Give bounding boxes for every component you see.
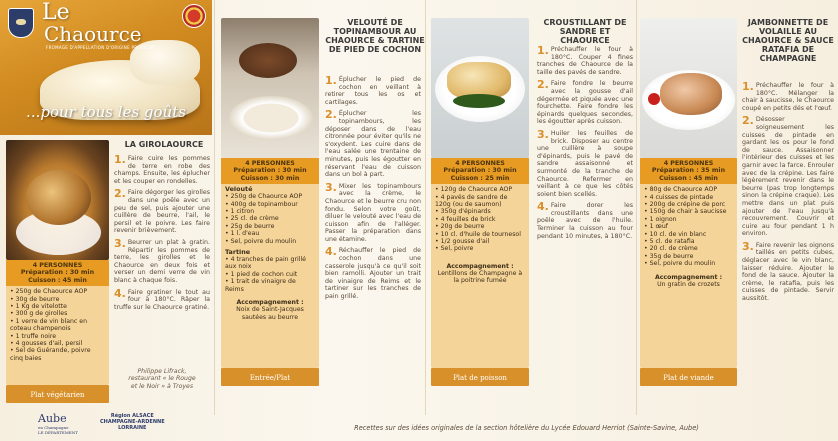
recipe-step: [742, 82, 834, 112]
step-text: Beurrer un plat à gratin. Répartir les pommes de terre, les girolles et le Chaource en deux fois et verser un demi verre de vin blanc à chaque fois.: [114, 238, 210, 284]
ingredient-item: • 250g de Chaource AOP: [225, 193, 303, 201]
recipe-4-steps: [742, 82, 834, 307]
step-number: 3.: [325, 180, 337, 194]
recipe-3-title: CROUSTILLANT DE SANDRE ET CHAOURCE: [543, 18, 627, 45]
ingredient-item: • 4 pavés de sandre de 120g (ou de saumon): [435, 193, 508, 209]
category-label: Entrée/Plat: [249, 374, 291, 382]
ingredient-item: • Sel, poivre du moulin: [644, 260, 716, 268]
ingredient-item: • 20g de beurre: [435, 223, 485, 231]
recipe-1-title: LA GIROLAOURCE: [124, 140, 204, 149]
step-number: 2.: [742, 114, 754, 128]
recipe-2-steps: [325, 76, 421, 305]
step-text: Éplucher les topinambours, les déposer dans de l'eau citronnée pour éviter qu'ils ne s'oxydent. Les cuire dans de l'eau salée une trentaine de minutes, puis les égoutter en réservant l'eau de cuisson dans un bol à part.: [325, 110, 421, 179]
recipe-1-ingredients-box: [6, 260, 109, 385]
ingredient-item: • 1 trait de vinaigre de Reims: [225, 278, 296, 293]
step-text: Faire dégorger les girolles dans une poêle avec un peu de sel, puis ajouter une cuillère de beurre, l'ail, le persil et le poivre. Les faire revenir brièvement.: [114, 189, 210, 235]
recipe-4-ingredients-box: [640, 158, 737, 368]
recipe-1-category-bar: [6, 385, 109, 403]
ingredient-item: • 4 feuilles de brick: [435, 215, 496, 223]
step-number: 4.: [114, 286, 126, 300]
recipe-2-ingredients-box: [221, 158, 319, 368]
ingredients-list: [6, 286, 109, 364]
ingredient-item: • 200g de crépine de porc: [644, 201, 726, 209]
recipe-1-credit: [112, 368, 212, 390]
brand-title-line2: Chaource: [44, 22, 142, 46]
ingredient-item: • 250g de Chaource AOP: [10, 288, 88, 296]
step-text: Faire revenir les oignons taillés en petits cubes, déglacer avec le vin blanc, laisser réduire. Ajouter le fond de la sauce. Ajouter la crème, le ratafia, puis les cuisses de pintade. Servir aussitôt.: [742, 241, 834, 303]
ingredient-item: • 5 cl. de ratafia: [644, 238, 695, 246]
recipe-4-title: JAMBONNETTE DE VOLAILLE AU CHAOURCE & SAUCE RATAFIA DE CHAMPAGNE: [742, 18, 834, 63]
credit-line: restaurant « le Rouge: [128, 375, 196, 383]
step-number: 2.: [537, 78, 549, 92]
ingredient-item: • 1 truffe noire: [10, 332, 57, 340]
category-label: Plat de poisson: [453, 374, 507, 382]
recipe-step: [537, 46, 633, 76]
step-text: Désosser soigneusement les cuisses de pintade en gardant les os pour le fond de sauce. Assaisonner l'intérieur des cuisses et les garnir avec la farce. Enrouler avec de la crépine. Les faire légèrement revenir dans le beurre (pas trop longtemps sinon la crépine craque). Les mettre dans un plat puis ajouter de l'eau jusqu'à recouvrement. Couvrir et cuire au four pendant 1 h environ.: [742, 116, 834, 238]
category-label: Plat de viande: [663, 374, 714, 382]
recipe-step: [114, 155, 210, 185]
step-number: 2.: [325, 108, 337, 122]
ingredient-item: • 20 cl. de crème: [644, 245, 698, 253]
recipe-step: [325, 110, 421, 178]
step-number: 3.: [114, 236, 126, 250]
ingredient-item: • 10 cl. d'huile de tournesol: [435, 230, 521, 238]
recipe-2-title: VELOUTÉ DE TOPINAMBOUR AU CHAOURCE & TARTINE DE PIED DE COCHON: [325, 18, 425, 54]
section-label: Tartine: [225, 248, 251, 257]
recipe-step: [537, 127, 633, 198]
step-text: Réchauffer le pied de cochon dans une casserole jusqu'à ce qu'il soit bien ramolli. Ajouter un trait de vinaigre de Reims et le tartiner sur les tranches de pain grillé.: [325, 247, 421, 301]
ingredient-item: • 1/2 gousse d'ail: [435, 238, 490, 246]
recipe-1-photo: [6, 140, 109, 260]
footer-note: Recettes sur des idées originales de la section hôtelière du Lycée Edouard Herriot (Sainte-Savine, Aube): [354, 424, 699, 432]
recipe-2-photo: [221, 18, 319, 158]
region-logo: Région ALSACE CHAMPAGNE-ARDENNE LORRAINE: [100, 413, 165, 431]
step-number: 3.: [742, 239, 754, 253]
ingredient-item: • Sel, poivre du moulin: [225, 237, 297, 245]
recipe-3-photo: [431, 18, 529, 158]
recipe-3-steps: [537, 46, 633, 244]
recipe-step: [114, 189, 210, 235]
recipe-3-ingredients-box: [431, 158, 529, 368]
ingredient-item: • 80g de Chaource AOP: [644, 186, 718, 194]
ingredient-item: • 150g de chair à saucisse: [644, 208, 727, 216]
step-number: 1.: [114, 153, 126, 166]
recipe-3-meta: 4 PERSONNES Préparation : 30 min Cuisson : 25 min: [431, 158, 529, 184]
recipe-2-meta: 4 PERSONNES Préparation : 30 min Cuisson : 30 min: [221, 158, 319, 184]
ingredient-item: • 35g de beurre: [644, 252, 694, 260]
ingredient-item: • 25g de beurre: [225, 222, 275, 230]
recipe-1-meta: [6, 260, 109, 286]
brand-subtitle: FROMAGE D'APPELLATION D'ORIGINE PROTEGEE: [46, 45, 156, 50]
step-text: Mixer les topinambours avec la crème, le Chaource et le beurre cru non fondu. Selon votre goût, diluer le velouté avec l'eau de cuisson afin de l'alléger. Passer la préparation dans une étamine.: [325, 182, 421, 243]
category-label: Plat végétarien: [30, 391, 85, 399]
ingredient-item: • 120g de Chaource AOP: [435, 186, 513, 194]
aop-seal-icon: [182, 4, 206, 28]
accompaniment: Accompagnement : Lentillons de Champagne à la poitrine fumée: [437, 262, 523, 285]
recipe-step: [742, 116, 834, 238]
ingredients-list: [640, 184, 737, 269]
ingredients-list-2: [221, 256, 319, 295]
ingredient-item: • 350g d'épinards: [435, 208, 491, 216]
prep-time: Préparation : 30 min: [20, 269, 95, 277]
ingredient-item: • 1 l. d'eau: [225, 230, 260, 238]
credit-line: et le Noir » à Troyes: [130, 382, 194, 390]
brand-tagline: ...pour tous les goûts: [26, 103, 186, 121]
recipe-step: [114, 286, 210, 312]
ingredient-item: • 1 pied de cochon cuit: [225, 270, 298, 278]
recipe-step: [325, 76, 421, 106]
recipe-step: [325, 180, 421, 244]
section-label: Velouté: [225, 185, 253, 194]
ingredient-item: • 300 g de girolles: [10, 310, 68, 318]
recipe-step: [537, 202, 633, 240]
recipe-3-category-bar: [431, 368, 529, 386]
recipe-4-photo: [640, 18, 737, 158]
persons: 4 PERSONNES: [32, 262, 83, 269]
cook-time: Cuisson : 45 min: [28, 276, 87, 284]
recipe-2-category-bar: [221, 368, 319, 386]
step-text: Préchauffer le four à 180°C. Couper 4 fines tranches de Chaource de la taille des pavés de sandre.: [537, 46, 633, 76]
step-number: 4.: [325, 245, 337, 259]
brand-title-line1: Le: [42, 0, 70, 25]
ingredient-item: • 10 cl. de vin blanc: [644, 230, 707, 238]
sponsor-logos: [0, 410, 212, 441]
ingredient-item: • 4 gousses d'ail, persil: [10, 340, 83, 348]
ingredient-item: • 30g de beurre: [10, 295, 60, 303]
divider: [214, 0, 215, 415]
step-text: Éplucher le pied de cochon en veillant à retirer tous les os et cartilages.: [325, 76, 421, 106]
accompaniment: Accompagnement : Noix de Saint-Jacques sautées au beurre: [236, 299, 304, 321]
ingredient-item: • 1 Kg de vitelotte: [10, 303, 67, 311]
ingredient-item: • 1 citron: [225, 208, 255, 216]
recipe-step: [114, 236, 210, 285]
ingredient-item: • Sel de Guérande, poivre cinq baies: [10, 347, 91, 362]
recipe-4-meta: 4 PERSONNES Préparation : 35 min Cuisson : 45 min: [640, 158, 737, 184]
step-text: Préchauffer le four à 180°C. Mélanger la chair à saucisse, le Chaource coupé en petits dés et l'œuf.: [742, 82, 834, 112]
step-number: 1.: [537, 44, 549, 57]
ingredient-item: • Sel, poivre: [435, 245, 474, 253]
ingredient-item: • 1 œuf: [644, 223, 668, 231]
step-text: Huiler les feuilles de brick. Disposer au centre une cuillère à soupe d'épinards, puis le pavé de sandre assaisonné et surmonté de la tranche de Chaource. Refermer en veillant à ce que les côtés soient bien scellés.: [537, 129, 633, 198]
ingredient-item: • 4 cuisses de pintade: [644, 193, 714, 201]
recipe-step: [537, 80, 633, 126]
brand-hero: [0, 0, 212, 135]
recipe-step: [325, 247, 421, 300]
ingredients-list: [431, 184, 529, 255]
accompaniment: Accompagnement : Un gratin de crozets: [654, 273, 723, 288]
credit-line: Philippe Lifrack,: [137, 368, 187, 375]
recipe-step: [742, 239, 834, 303]
ingredient-item: • 25 cl. de crème: [225, 215, 279, 223]
divider: [425, 0, 426, 415]
step-text: Faire gratiner le tout au four à 180°C. Râper la truffe sur le Chaource gratiné.: [114, 288, 210, 311]
step-text: Faire cuire les pommes de terre en robe des champs. Ensuite, les éplucher et les couper en rondelles.: [114, 155, 210, 185]
step-number: 4.: [537, 200, 549, 214]
aube-logo: Aube en Champagne LE DÉPARTEMENT: [38, 412, 78, 435]
ingredient-item: • 400g de topinambour: [225, 200, 298, 208]
ingredient-item: • 4 tranches de pain grillé aux noix: [225, 256, 306, 271]
divider: [636, 0, 637, 415]
step-text: Faire dorer les croustillants dans une poêle avec de l'huile. Terminer la cuisson au four pendant 10 minutes, à 180°C.: [537, 202, 633, 240]
crest-icon: [8, 8, 34, 38]
step-text: Faire fondre le beurre avec la gousse d'ail dégermée et piquée avec une fourchette. Faire fondre les épinards quelques secondes, les égoutter après cuisson.: [537, 80, 633, 126]
ingredients-list: [221, 193, 319, 247]
step-number: 2.: [114, 187, 126, 201]
ingredient-item: • 1 oignon: [644, 215, 677, 223]
step-number: 1.: [325, 74, 337, 87]
recipe-1-steps: [114, 155, 210, 315]
ingredient-item: • 1 verre de vin blanc en coteau champenois: [10, 317, 88, 333]
step-number: 1.: [742, 80, 754, 93]
recipe-4-category-bar: [640, 368, 737, 386]
step-number: 3.: [537, 127, 549, 141]
